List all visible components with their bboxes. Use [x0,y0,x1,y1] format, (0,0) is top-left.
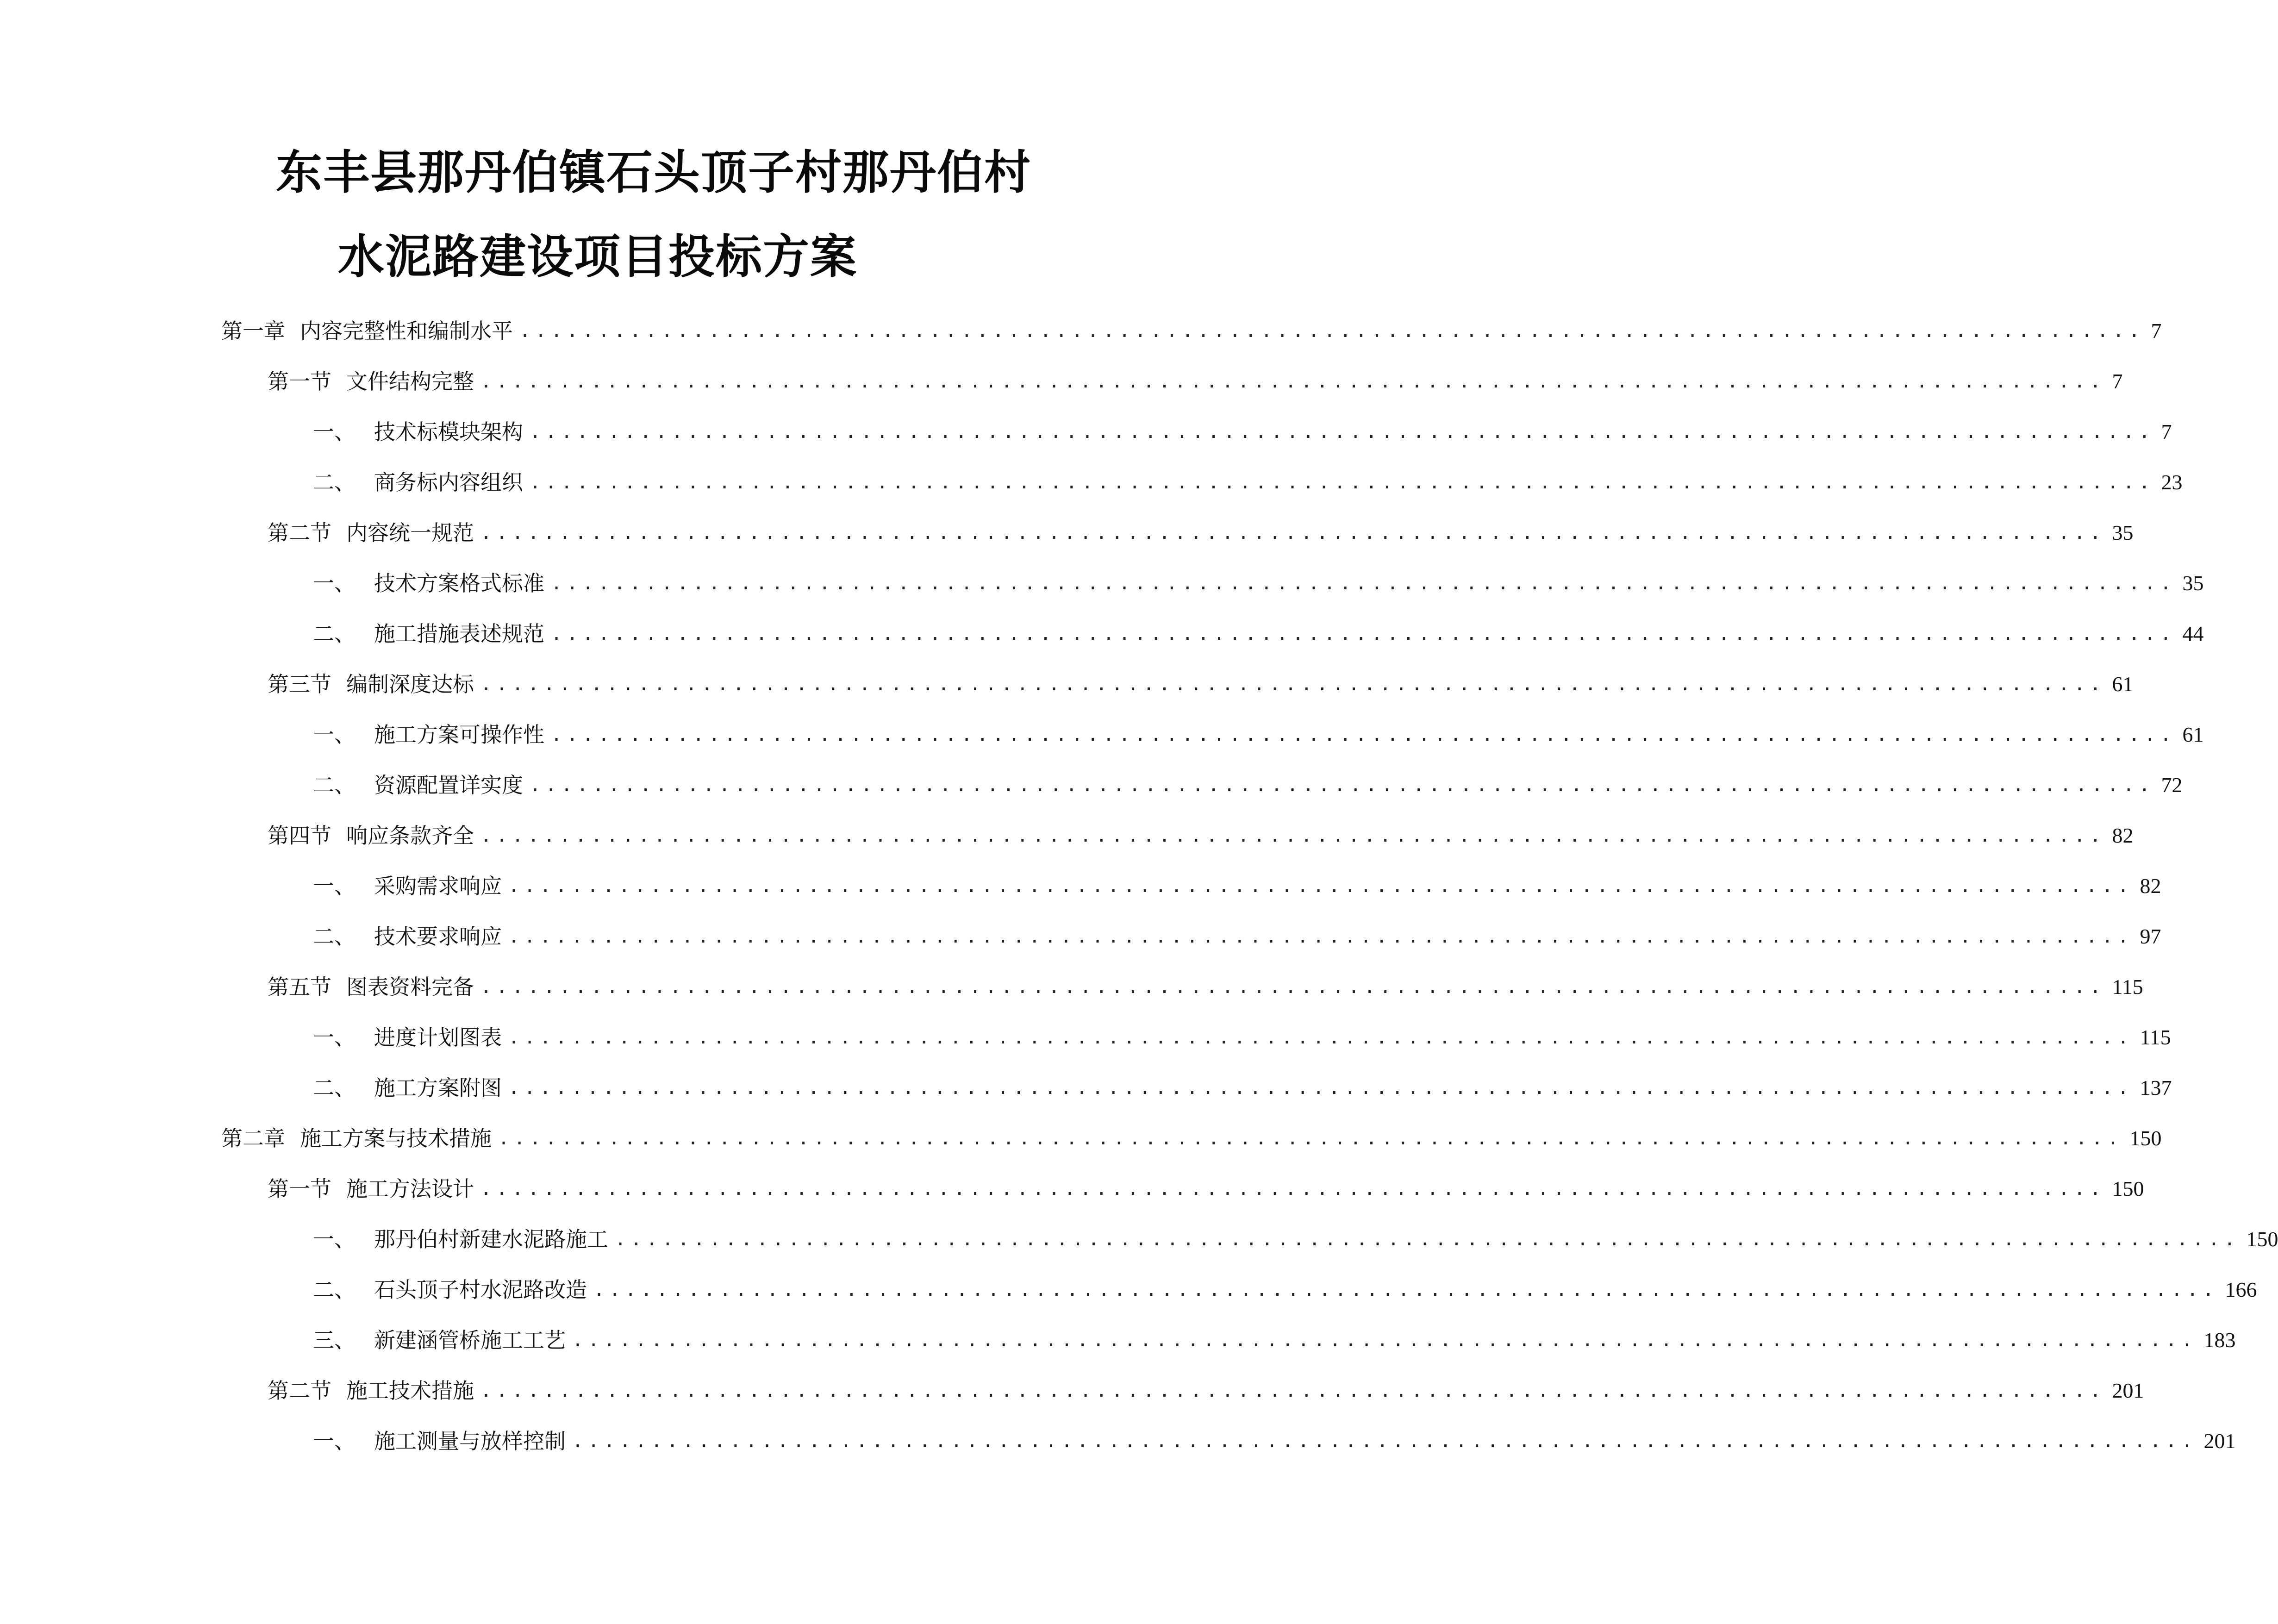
toc-entry-title: 施工方案可操作性 [374,722,544,747]
toc-entry-title: 编制深度达标 [346,672,474,697]
toc-entry-page: 82 [2140,874,2161,898]
toc-entry-subsection[interactable] [313,1021,2171,1054]
toc-dot-leader: ....................................................................................................... [593,1279,2219,1300]
toc-entry-section[interactable] [268,1374,2144,1407]
toc-entry-title: 施工方法设计 [346,1176,474,1201]
toc-entry-title: 那丹伯村新建水泥路施工 [374,1227,608,1252]
toc-entry-page: 7 [2151,319,2162,343]
toc-entry-page: 35 [2182,571,2204,595]
toc-entry-title: 内容完整性和编制水平 [300,319,513,344]
toc-dot-leader: ....................................................................................................... [508,875,2134,897]
toc-dot-leader: ....................................................................................................... [508,1027,2134,1048]
toc-entry-title: 图表资料完备 [346,974,474,999]
toc-entry-page: 183 [2203,1328,2236,1352]
toc-dot-leader: ....................................................................................................... [481,674,2106,695]
toc-entry-number: 二、 [313,1277,356,1302]
toc-entry-title: 技术方案格式标准 [374,571,544,596]
toc-entry-chapter[interactable] [221,1122,2162,1155]
toc-entry-subsection[interactable] [313,870,2161,902]
toc-entry-subsection[interactable] [313,466,2183,499]
toc-dot-leader: ....................................................................................................... [481,825,2106,846]
toc-dot-leader: ....................................................................................................... [551,724,2176,745]
toc-entry-subsection[interactable] [313,718,2204,751]
toc-entry-subsection[interactable] [313,920,2161,953]
toc-dot-leader: ....................................................................................................... [508,1077,2134,1099]
toc-entry-page: 97 [2140,924,2161,948]
toc-entry-title: 施工方案附图 [374,1075,502,1100]
toc-entry-subsection[interactable] [313,1425,2236,1457]
toc-entry-number: 第一节 [268,1176,331,1201]
toc-entry-subsection[interactable] [313,1274,2257,1306]
toc-entry-number: 一、 [313,874,356,899]
toc-dot-leader: ....................................................................................................... [551,573,2176,594]
toc-entry-title: 技术要求响应 [374,924,502,949]
toc-dot-leader: ....................................................................................................... [572,1430,2197,1452]
toc-entry-page: 115 [2140,1025,2171,1049]
toc-entry-page: 61 [2112,672,2134,696]
toc-entry-title: 响应条款齐全 [346,823,474,848]
toc-entry-number: 第四节 [268,823,331,848]
toc-entry-title: 资源配置详实度 [374,773,523,798]
toc-entry-number: 第二节 [268,1378,331,1403]
document-title-line-2: 水泥路建设项目投标方案 [338,230,857,284]
toc-entry-page: 23 [2161,470,2183,494]
toc-entry-title: 石头顶子村水泥路改造 [374,1277,587,1302]
toc-entry-number: 第一节 [268,369,331,394]
toc-dot-leader: ....................................................................................................... [530,775,2155,796]
toc-entry-page: 137 [2140,1076,2172,1099]
toc-entry-subsection[interactable] [313,416,2172,448]
toc-entry-number: 一、 [313,722,356,747]
toc-dot-leader: ....................................................................................................... [481,1380,2106,1401]
toc-dot-leader: ....................................................................................................... [519,320,2145,342]
toc-entry-section[interactable] [268,1173,2144,1205]
toc-dot-leader: ....................................................................................................... [481,976,2106,998]
toc-entry-number: 一、 [313,1025,356,1050]
toc-dot-leader: ....................................................................................................... [481,522,2106,543]
toc-entry-title: 采购需求响应 [374,874,502,899]
toc-entry-page: 201 [2203,1429,2236,1453]
toc-entry-number: 二、 [313,1075,356,1100]
toc-entry-subsection[interactable] [313,618,2204,650]
toc-entry-page: 201 [2112,1379,2144,1402]
toc-entry-title: 新建涵管桥施工工艺 [374,1328,566,1353]
toc-entry-page: 7 [2161,420,2172,443]
toc-entry-number: 一、 [313,571,356,596]
toc-entry-subsection[interactable] [313,1223,2278,1255]
toc-entry-number: 第二节 [268,520,331,545]
toc-entry-subsection[interactable] [313,1072,2172,1104]
toc-dot-leader: ....................................................................................................... [481,1178,2106,1199]
toc-entry-page: 150 [2112,1177,2144,1200]
toc-entry-title: 施工措施表述规范 [374,621,544,646]
toc-dot-leader: ....................................................................................................... [572,1330,2197,1351]
toc-dot-leader: ....................................................................................................... [530,472,2155,493]
toc-entry-number: 二、 [313,924,356,949]
toc-entry-title: 技术标模块架构 [374,419,523,444]
toc-entry-title: 进度计划图表 [374,1025,502,1050]
toc-dot-leader: ....................................................................................................... [481,371,2106,392]
toc-entry-number: 二、 [313,773,356,798]
toc-entry-number: 一、 [313,419,356,444]
toc-entry-number: 第一章 [221,319,285,344]
toc-entry-number: 第二章 [221,1126,285,1151]
toc-entry-title: 施工方案与技术措施 [300,1126,492,1151]
toc-entry-number: 第三节 [268,672,331,697]
toc-entry-number: 三、 [313,1328,356,1353]
toc-entry-page: 44 [2182,622,2204,645]
toc-entry-number: 二、 [313,621,356,646]
toc-entry-section[interactable] [268,819,2134,852]
toc-entry-number: 二、 [313,470,356,495]
toc-entry-subsection[interactable] [313,567,2204,600]
toc-entry-chapter[interactable] [221,315,2162,347]
toc-entry-title: 施工测量与放样控制 [374,1429,566,1454]
toc-entry-section[interactable] [268,668,2134,700]
toc-dot-leader: ....................................................................................................... [508,926,2134,947]
toc-entry-page: 115 [2112,975,2143,999]
toc-dot-leader: ....................................................................................................... [498,1128,2123,1149]
toc-entry-title: 施工技术措施 [346,1378,474,1403]
toc-dot-leader: ....................................................................................................... [530,421,2155,443]
toc-entry-section[interactable] [268,971,2143,1003]
toc-entry-page: 61 [2182,723,2204,746]
toc-entry-number: 一、 [313,1227,356,1252]
toc-entry-subsection[interactable] [313,1324,2236,1356]
toc-dot-leader: ....................................................................................................... [551,623,2176,644]
toc-entry-page: 7 [2112,369,2123,393]
toc-entry-number: 第五节 [268,974,331,999]
toc-entry-page: 150 [2129,1126,2162,1150]
toc-entry-page: 166 [2225,1278,2257,1301]
toc-entry-section[interactable] [268,365,2123,398]
toc-dot-leader: ....................................................................................................... [615,1229,2240,1250]
toc-entry-title: 商务标内容组织 [374,470,523,495]
toc-entry-section[interactable] [268,517,2134,549]
toc-entry-title: 内容统一规范 [346,520,474,545]
document-title-line-1: 东丰县那丹伯镇石头顶子村那丹伯村 [276,145,1031,200]
toc-entry-subsection[interactable] [313,769,2183,801]
toc-entry-page: 72 [2161,773,2183,797]
toc-entry-page: 35 [2112,521,2134,544]
toc-entry-page: 82 [2112,824,2134,847]
toc-entry-title: 文件结构完整 [346,369,474,394]
toc-entry-page: 150 [2246,1227,2278,1251]
toc-entry-number: 一、 [313,1429,356,1454]
